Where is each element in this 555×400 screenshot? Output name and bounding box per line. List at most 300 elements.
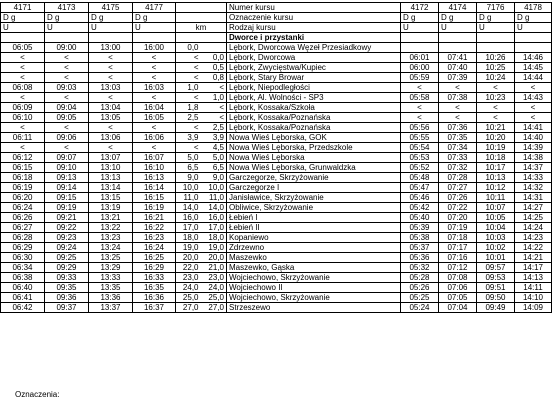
return-time: 14:24 (515, 223, 552, 233)
legend-label: Oznaczenia: (15, 390, 60, 399)
departure-time: 16:22 (133, 223, 176, 233)
return-time: 05:38 (401, 233, 439, 243)
departure-time: 13:36 (89, 293, 133, 303)
km-return: 9,0 (201, 173, 227, 183)
section-title: Dworce i przystanki (227, 33, 401, 43)
stop-name: Nowa Wieś Lęborska (227, 153, 401, 163)
departure-time: 16:04 (133, 103, 176, 113)
return-time: 07:41 (439, 53, 477, 63)
departure-time: 16:35 (133, 283, 176, 293)
return-time: 05:53 (401, 153, 439, 163)
return-time: 10:26 (477, 53, 515, 63)
section-blank (201, 33, 227, 43)
departure-time: 09:06 (45, 133, 89, 143)
km-return: 0,0 (201, 53, 227, 63)
km-outbound: 5,0 (176, 153, 201, 163)
train-type: U (515, 23, 552, 33)
return-time: < (401, 113, 439, 123)
departure-time: 16:37 (133, 303, 176, 313)
departure-time: 16:06 (133, 133, 176, 143)
departure-time: < (89, 63, 133, 73)
return-time (477, 43, 515, 53)
departure-time: 13:22 (89, 223, 133, 233)
departure-time: 16:19 (133, 203, 176, 213)
departure-time: 06:29 (1, 243, 45, 253)
km-return: 17,0 (201, 223, 227, 233)
km-outbound: 0,0 (176, 43, 201, 53)
return-time: 07:34 (439, 143, 477, 153)
table-row (1, 163, 552, 173)
km-outbound: 20,0 (176, 253, 201, 263)
return-time: < (401, 103, 439, 113)
return-time: 05:52 (401, 163, 439, 173)
km-return: 4,5 (201, 143, 227, 153)
km-return: 27,0 (201, 303, 227, 313)
km-header-cell (201, 13, 227, 23)
table-row (1, 93, 552, 103)
return-time: < (477, 103, 515, 113)
return-time: 07:04 (439, 303, 477, 313)
departure-time: < (45, 93, 89, 103)
departure-time: 06:12 (1, 153, 45, 163)
departure-time: 13:24 (89, 243, 133, 253)
return-time: 05:24 (401, 303, 439, 313)
km-outbound: 22,0 (176, 263, 201, 273)
stop-name: Wojciechowo, Skrzyżowanie (227, 273, 401, 283)
departure-time: < (1, 63, 45, 73)
return-time: 07:12 (439, 263, 477, 273)
departure-time: 06:20 (1, 193, 45, 203)
train-number: 4175 (89, 3, 133, 13)
train-mark: D g (401, 13, 439, 23)
return-time: < (401, 83, 439, 93)
table-row (1, 63, 552, 73)
departure-time: 16:10 (133, 163, 176, 173)
departure-time: 09:25 (45, 253, 89, 263)
departure-time: 13:19 (89, 203, 133, 213)
return-time: 07:28 (439, 173, 477, 183)
return-time: 05:39 (401, 223, 439, 233)
departure-time: 09:37 (45, 303, 89, 313)
return-time: 10:23 (477, 93, 515, 103)
return-time: 07:33 (439, 153, 477, 163)
km-return: 25,0 (201, 293, 227, 303)
header-row-number (1, 3, 552, 13)
km-outbound: 23,0 (176, 273, 201, 283)
km-outbound: 1,8 (176, 103, 201, 113)
return-time: 05:32 (401, 263, 439, 273)
return-time (515, 43, 552, 53)
table-row (1, 273, 552, 283)
departure-time: 06:15 (1, 163, 45, 173)
return-time: 14:31 (515, 193, 552, 203)
km-outbound: 9,0 (176, 173, 201, 183)
return-time: 07:35 (439, 133, 477, 143)
departure-time: 06:27 (1, 223, 45, 233)
departure-time: 06:18 (1, 173, 45, 183)
departure-time: 13:00 (89, 43, 133, 53)
table-row (1, 143, 552, 153)
section-blank (515, 33, 552, 43)
departure-time: < (45, 73, 89, 83)
return-time: 05:56 (401, 123, 439, 133)
km-outbound: 25,0 (176, 293, 201, 303)
return-time: 07:26 (439, 193, 477, 203)
departure-time: 06:38 (1, 273, 45, 283)
km-outbound: 14,0 (176, 203, 201, 213)
train-type: U (401, 23, 439, 33)
departure-time: 09:13 (45, 173, 89, 183)
departure-time: 09:24 (45, 243, 89, 253)
stop-name: Nowa Wieś Lęborska, GOK (227, 133, 401, 143)
departure-time: < (89, 93, 133, 103)
train-number: 4174 (439, 3, 477, 13)
km-outbound: < (176, 63, 201, 73)
train-mark: D g (439, 13, 477, 23)
departure-time: 16:25 (133, 253, 176, 263)
km-return: 23,0 (201, 273, 227, 283)
table-row (1, 233, 552, 243)
return-time: 14:40 (515, 133, 552, 143)
return-time: 06:00 (401, 63, 439, 73)
return-time: 07:19 (439, 223, 477, 233)
stop-name: Lębork, Kossaka/Poznańska (227, 113, 401, 123)
return-time: 05:59 (401, 73, 439, 83)
departure-time: < (133, 63, 176, 73)
km-outbound: 16,0 (176, 213, 201, 223)
stop-name: Łebień II (227, 223, 401, 233)
table-row (1, 203, 552, 213)
return-time: 07:22 (439, 203, 477, 213)
train-type: U (477, 23, 515, 33)
table-row (1, 53, 552, 63)
return-time: 10:03 (477, 233, 515, 243)
stop-name: Lębork, Niepodległości (227, 83, 401, 93)
table-row (1, 73, 552, 83)
table-row (1, 153, 552, 163)
return-time: 07:38 (439, 93, 477, 103)
departure-time: 06:40 (1, 283, 45, 293)
km-outbound: 24,0 (176, 283, 201, 293)
stop-name: Maszewko, Gąska (227, 263, 401, 273)
departure-time: 09:07 (45, 153, 89, 163)
stop-name: Strzeszewo (227, 303, 401, 313)
departure-time: 13:06 (89, 133, 133, 143)
km-outbound: 2,5 (176, 113, 201, 123)
stop-name: Wojciechowo, Skrzyżowanie (227, 293, 401, 303)
stop-name: Obliwice, Skrzyżowanie (227, 203, 401, 213)
return-time: 10:02 (477, 243, 515, 253)
return-time: 14:13 (515, 273, 552, 283)
departure-time: 06:30 (1, 253, 45, 263)
departure-time: 13:03 (89, 83, 133, 93)
return-time: 14:22 (515, 243, 552, 253)
km-header-cell (176, 13, 201, 23)
return-time: 09:53 (477, 273, 515, 283)
departure-time: 16:23 (133, 233, 176, 243)
departure-time: 06:09 (1, 103, 45, 113)
timetable (0, 2, 552, 313)
departure-time: < (133, 93, 176, 103)
departure-time: 13:10 (89, 163, 133, 173)
table-row (1, 183, 552, 193)
section-row (1, 33, 552, 43)
return-time: 14:46 (515, 53, 552, 63)
return-time: 14:25 (515, 213, 552, 223)
return-time: 07:40 (439, 63, 477, 73)
departure-time: 13:33 (89, 273, 133, 283)
departure-time: 09:15 (45, 193, 89, 203)
section-blank (439, 33, 477, 43)
departure-time: 13:14 (89, 183, 133, 193)
section-blank (176, 33, 201, 43)
train-mark: D g (515, 13, 552, 23)
stop-name: Maszewko (227, 253, 401, 263)
departure-time: 13:07 (89, 153, 133, 163)
return-time: < (477, 83, 515, 93)
stop-name: Lębork, Kossaka/Poznańska (227, 123, 401, 133)
departure-time: 09:03 (45, 83, 89, 93)
return-time: 10:04 (477, 223, 515, 233)
departure-time: 09:00 (45, 43, 89, 53)
train-number: 4177 (133, 3, 176, 13)
km-return: 21,0 (201, 263, 227, 273)
departure-time: 09:36 (45, 293, 89, 303)
return-time: 14:39 (515, 143, 552, 153)
stop-name: Lębork, Dworcowa Węzeł Przesiadkowy (227, 43, 401, 53)
km-return: 19,0 (201, 243, 227, 253)
departure-time: 09:35 (45, 283, 89, 293)
return-time: 14:33 (515, 173, 552, 183)
km-outbound: 18,0 (176, 233, 201, 243)
departure-time: 13:05 (89, 113, 133, 123)
departure-time: 13:29 (89, 263, 133, 273)
train-type: U (133, 23, 176, 33)
return-time: 07:36 (439, 123, 477, 133)
return-time: 05:36 (401, 253, 439, 263)
km-return: 3,9 (201, 133, 227, 143)
return-time: 14:10 (515, 293, 552, 303)
departure-time: 16:13 (133, 173, 176, 183)
return-time: 07:27 (439, 183, 477, 193)
km-return: 1,0 (201, 93, 227, 103)
return-time: 05:25 (401, 293, 439, 303)
section-blank (45, 33, 89, 43)
departure-time: 13:25 (89, 253, 133, 263)
departure-time: 09:05 (45, 113, 89, 123)
return-time: 10:01 (477, 253, 515, 263)
row-label-mark: Oznaczenie kursu (227, 13, 401, 23)
km-return (201, 43, 227, 53)
km-return: < (201, 83, 227, 93)
return-time: < (439, 113, 477, 123)
return-time: 07:18 (439, 233, 477, 243)
departure-time: < (45, 143, 89, 153)
departure-time: 09:10 (45, 163, 89, 173)
table-row (1, 133, 552, 143)
return-time: 05:37 (401, 243, 439, 253)
return-time: < (477, 113, 515, 123)
departure-time: 13:15 (89, 193, 133, 203)
return-time: 14:11 (515, 283, 552, 293)
km-return: 10,0 (201, 183, 227, 193)
departure-time: 06:08 (1, 83, 45, 93)
departure-time: 16:05 (133, 113, 176, 123)
table-row (1, 303, 552, 313)
return-time: 05:55 (401, 133, 439, 143)
departure-time: 06:28 (1, 233, 45, 243)
departure-time: < (133, 73, 176, 83)
table-row (1, 283, 552, 293)
departure-time: 13:35 (89, 283, 133, 293)
train-number: 4172 (401, 3, 439, 13)
departure-time: < (1, 123, 45, 133)
section-blank (477, 33, 515, 43)
table-row (1, 263, 552, 273)
stop-name: Nowa Wieś Lęborska, Grunwaldzka (227, 163, 401, 173)
row-label-type: Rodzaj kursu (227, 23, 401, 33)
return-time: 07:39 (439, 73, 477, 83)
departure-time: 06:24 (1, 203, 45, 213)
departure-time: 09:04 (45, 103, 89, 113)
stop-name: Lębork, Kossaka/Szkoła (227, 103, 401, 113)
km-outbound: 19,0 (176, 243, 201, 253)
departure-time: 13:04 (89, 103, 133, 113)
return-time: 10:07 (477, 203, 515, 213)
stop-name: Nowa Wieś Lęborska, Przedszkole (227, 143, 401, 153)
return-time: 05:26 (401, 283, 439, 293)
train-mark: D g (477, 13, 515, 23)
return-time: 14:27 (515, 203, 552, 213)
return-time: 06:01 (401, 53, 439, 63)
km-header-cell (176, 3, 201, 13)
departure-time: < (89, 73, 133, 83)
train-number: 4173 (45, 3, 89, 13)
return-time: 14:17 (515, 263, 552, 273)
return-time: 10:13 (477, 173, 515, 183)
departure-time: 09:21 (45, 213, 89, 223)
return-time: 14:43 (515, 93, 552, 103)
departure-time: 09:33 (45, 273, 89, 283)
table-row (1, 193, 552, 203)
return-time: 14:09 (515, 303, 552, 313)
stop-name: Garczegorze I (227, 183, 401, 193)
departure-time: < (45, 63, 89, 73)
return-time: < (439, 83, 477, 93)
departure-time: 16:03 (133, 83, 176, 93)
header-row-mark (1, 13, 552, 23)
departure-time: 06:41 (1, 293, 45, 303)
departure-time: < (1, 143, 45, 153)
km-return: 2,5 (201, 123, 227, 133)
km-outbound: 10,0 (176, 183, 201, 193)
table-row (1, 213, 552, 223)
departure-time: 13:13 (89, 173, 133, 183)
return-time: 10:19 (477, 143, 515, 153)
km-return: 18,0 (201, 233, 227, 243)
return-time (439, 43, 477, 53)
return-time: 10:11 (477, 193, 515, 203)
departure-time: < (89, 143, 133, 153)
row-label-number: Numer kursu (227, 3, 401, 13)
departure-time: 09:14 (45, 183, 89, 193)
departure-time: 16:24 (133, 243, 176, 253)
departure-time: < (1, 73, 45, 83)
train-number: 4178 (515, 3, 552, 13)
departure-time: 16:15 (133, 193, 176, 203)
departure-time: 06:05 (1, 43, 45, 53)
return-time: 10:12 (477, 183, 515, 193)
return-time: < (515, 83, 552, 93)
return-time: 14:21 (515, 253, 552, 263)
return-time: 05:28 (401, 273, 439, 283)
train-mark: D g (1, 13, 45, 23)
departure-time: 16:29 (133, 263, 176, 273)
departure-time: < (133, 143, 176, 153)
return-time: < (515, 113, 552, 123)
return-time: 14:44 (515, 73, 552, 83)
return-time: < (515, 103, 552, 113)
stop-name: Lębork, Al. Wolności - SP3 (227, 93, 401, 103)
return-time (401, 43, 439, 53)
section-blank (133, 33, 176, 43)
return-time: 10:20 (477, 133, 515, 143)
km-outbound: < (176, 73, 201, 83)
return-time: 14:23 (515, 233, 552, 243)
departure-time: 13:23 (89, 233, 133, 243)
stop-name: Zdrzewno (227, 243, 401, 253)
section-blank (89, 33, 133, 43)
return-time: 07:06 (439, 283, 477, 293)
return-time: < (439, 103, 477, 113)
return-time: 10:05 (477, 213, 515, 223)
km-return: 24,0 (201, 283, 227, 293)
stop-name: Kopaniewo (227, 233, 401, 243)
return-time: 07:16 (439, 253, 477, 263)
return-time: 14:38 (515, 153, 552, 163)
return-time: 09:51 (477, 283, 515, 293)
return-time: 07:05 (439, 293, 477, 303)
table-row (1, 103, 552, 113)
km-return: 16,0 (201, 213, 227, 223)
km-return: 20,0 (201, 253, 227, 263)
departure-time: 09:29 (45, 263, 89, 273)
table-row (1, 253, 552, 263)
km-return: 0,5 (201, 63, 227, 73)
km-return: < (201, 113, 227, 123)
departure-time: 09:23 (45, 233, 89, 243)
section-blank (1, 33, 45, 43)
departure-time: < (1, 53, 45, 63)
km-return: < (201, 103, 227, 113)
km-outbound: 1,0 (176, 83, 201, 93)
km-label: km (176, 23, 227, 33)
return-time: 05:48 (401, 173, 439, 183)
train-mark: D g (133, 13, 176, 23)
km-outbound: 6,5 (176, 163, 201, 173)
header-row-type (1, 23, 552, 33)
return-time: 09:50 (477, 293, 515, 303)
table-row (1, 123, 552, 133)
km-return: 6,5 (201, 163, 227, 173)
departure-time: 06:26 (1, 213, 45, 223)
table-row (1, 293, 552, 303)
departure-time: < (89, 123, 133, 133)
table-row (1, 43, 552, 53)
departure-time: 16:14 (133, 183, 176, 193)
stop-name: Garczegorze, Skrzyżowanie (227, 173, 401, 183)
km-outbound: 11,0 (176, 193, 201, 203)
